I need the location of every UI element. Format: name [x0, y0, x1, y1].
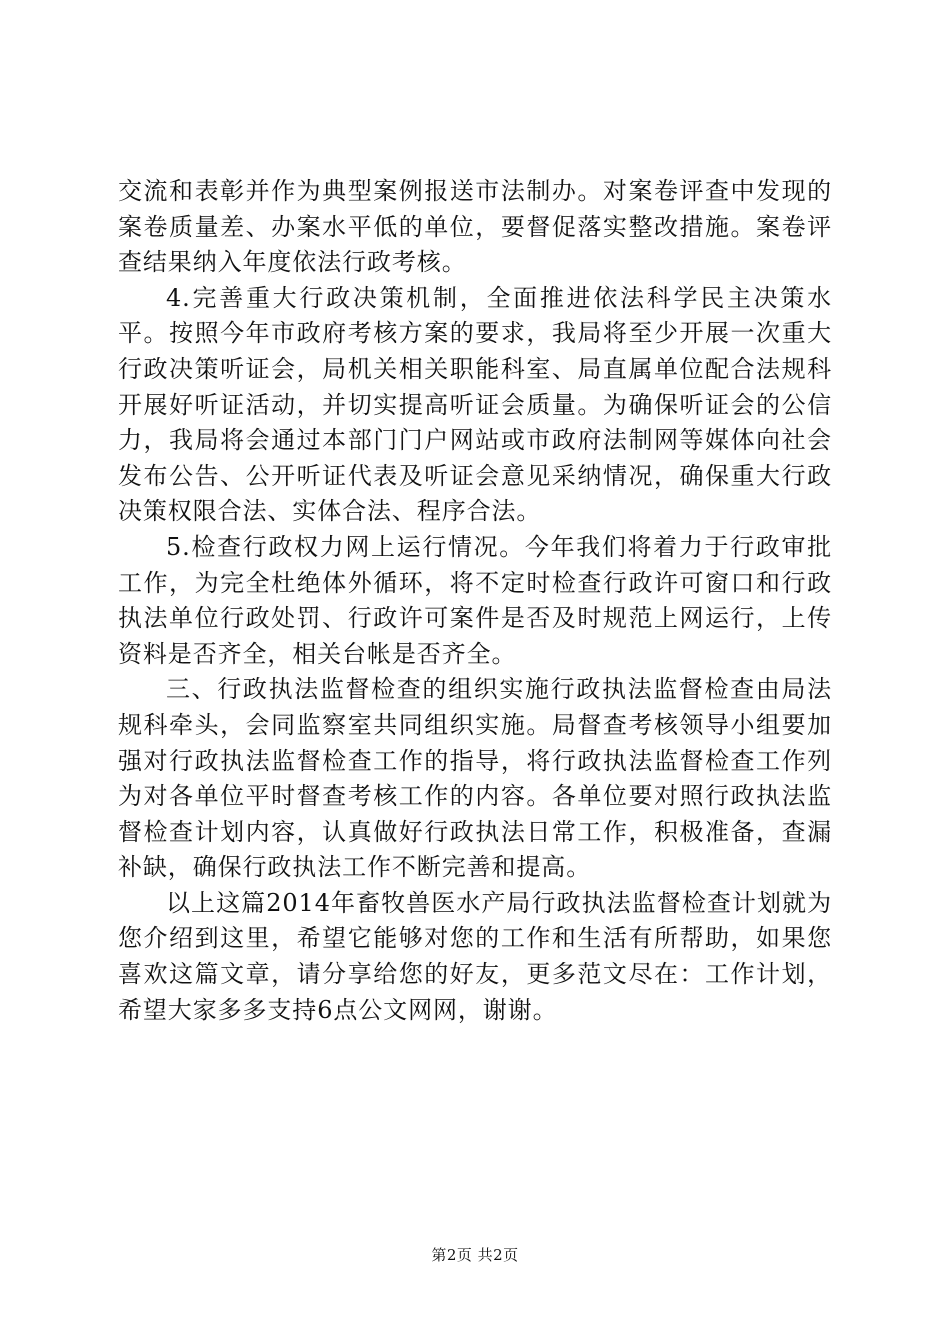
document-body	[118, 174, 832, 1028]
page-footer: 第2页 共2页	[431, 1246, 519, 1264]
paragraph-item-5: 5.检查行政权力网上运行情况。今年我们将着力于行政审批工作，为完全杜绝体外循环，将不定时检查行政许可窗口和行政执法单位行政处罚、行政许可案件是否及时规范上网运行，上传资料是否齐全，相关台帐是否齐全。	[118, 532, 832, 668]
paragraph-closing: 以上这篇2014年畜牧兽医水产局行政执法监督检查计划就为您介绍到这里，希望它能够对您的工作和生活有所帮助，如果您喜欢这篇文章，请分享给您的好友，更多范文尽在：工作计划，希望大家多多支持6点公文网网，谢谢。	[118, 888, 832, 1024]
paragraph-item-4: 4.完善重大行政决策机制，全面推进依法科学民主决策水平。按照今年市政府考核方案的要求，我局将至少开展一次重大行政决策听证会，局机关相关职能科室、局直属单位配合法规科开展好听证活动，并切实提高听证会质量。为确保听证会的公信力，我局将会通过本部门门户网站或市政府法制网等媒体向社会发布公告、公开听证代表及听证会意见采纳情况，确保重大行政决策权限合法、实体合法、程序合法。	[118, 283, 832, 526]
paragraph-continuation: 交流和表彰并作为典型案例报送市法制办。对案卷评查中发现的案卷质量差、办案水平低的单位，要督促落实整改措施。案卷评查结果纳入年度依法行政考核。	[118, 177, 832, 277]
paragraph-section-3: 三、行政执法监督检查的组织实施行政执法监督检查由局法规科牵头，会同监察室共同组织实施。局督查考核领导小组要加强对行政执法监督检查工作的指导，将行政执法监督检查工作列为对各单位平时督查考核工作的内容。各单位要对照行政执法监督检查计划内容，认真做好行政执法日常工作，积极准备，查漏补缺，确保行政执法工作不断完善和提高。	[118, 675, 832, 882]
